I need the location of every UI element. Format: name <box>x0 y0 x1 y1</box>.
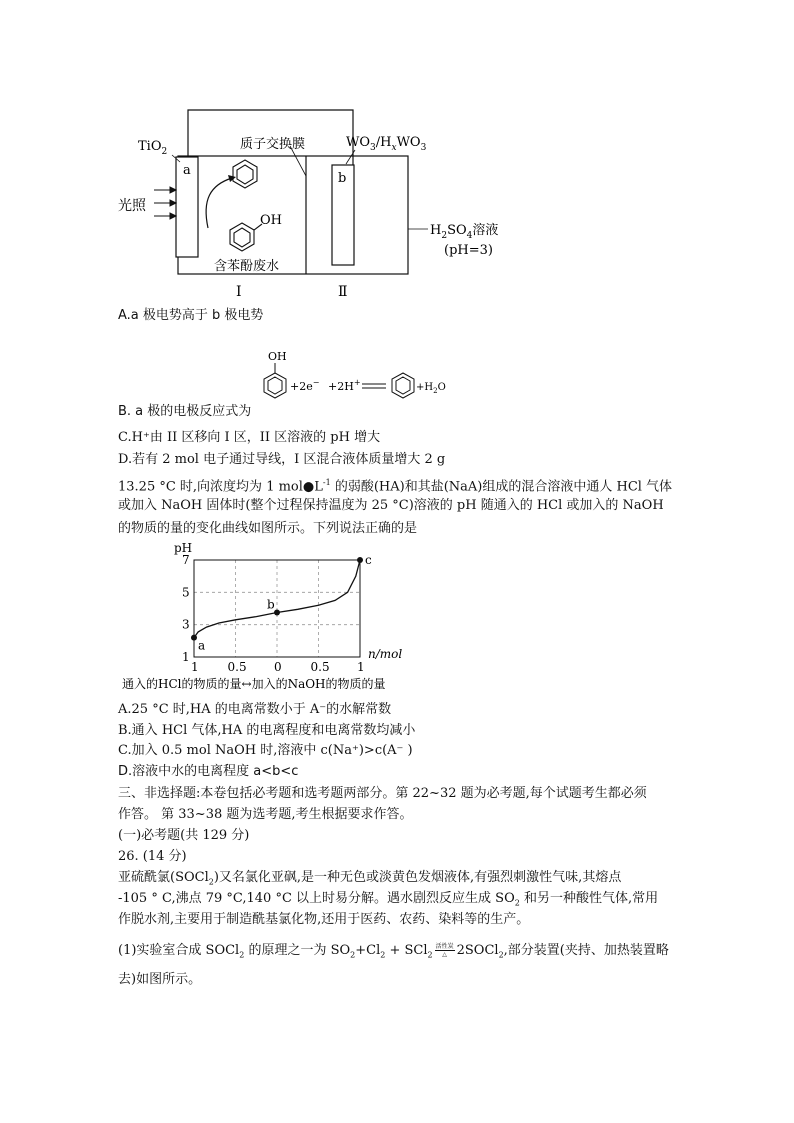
q26-para1-line-2: -105 ° C,沸点 79 °C,140 °C 以上时易分解。遇水剧烈反应生成 $SO_2$ 和另一种酸性气体,常用 <box>118 891 659 908</box>
point-label-c: c <box>365 553 372 567</box>
chart-grid <box>194 560 360 657</box>
chart-points <box>191 553 372 653</box>
membrane-label: 质子交换膜 <box>240 137 306 152</box>
y-tick-label: 5 <box>182 585 190 600</box>
q12-option-d: D.若有 2 mol 电子通过导线，I 区混合液体质量增大 2 g <box>118 452 446 467</box>
zone-2-label: Ⅱ <box>338 284 348 300</box>
eq-equal-sign <box>362 384 386 388</box>
q13-stem-line-1: 13.25 °C 时,向浓度均为 1 $mol●L^{-1}$ 的弱酸(HA)和其盐(NaA)组成的混合溶液中通人 HCl 气体 <box>118 478 673 495</box>
q13-stem-line-2: 或加入 NaOH 固体时(整个过程保持温度为 25 °C)溶液的 pH 随通入的 HCl 或加入的 NaOH <box>118 498 664 513</box>
waste-water-label: 含苯酚废水 <box>214 259 280 274</box>
q26-para2-line-1: (1)实验室合成 SOCl$_2$ 的原理之一为 $SO_2+Cl_2 + SCl_2$ $\frac{\text{活性炭}}{\triangle}$ 2SOCl$_2$,部分装置(夹持、加热装置略 <box>118 943 669 960</box>
wo3-hxwo3-label: $WO_3/H_xWO_3$ <box>346 135 427 153</box>
q26-para2-line-2: 去)如图所示。 <box>118 972 202 987</box>
point-label-a: a <box>198 638 206 653</box>
chart-caption: 通入的HCl的物质的量↔加入的NaOH的物质的量 <box>122 677 386 691</box>
phenol-structure <box>230 223 262 251</box>
q26-para1-line-1: 亚硫酰氯(SOCl$_2$)又名氯化亚砜,是一种无色或淡黄色发烟液体,有强烈刺激性气味,其熔点 <box>118 870 622 887</box>
point-a <box>191 635 197 641</box>
x-tick-label: 1 <box>191 660 199 674</box>
eq-benzene-ring <box>392 373 414 398</box>
chart-ylabel: pH <box>174 541 193 555</box>
y-tick-label: 1 <box>182 650 190 664</box>
q13-option-c: C.加入 0.5 mol NaOH 时,溶液中 c(Na⁺)>c(A⁻ ) <box>118 743 413 758</box>
section3-line-1: 三、非选择题:本卷包括必考题和选考题两部分。第 22~32 题为必考题,每个试题考生都必须 <box>118 786 647 801</box>
point-b <box>274 610 280 616</box>
point-c <box>357 557 363 563</box>
tio2-label: TiO$_2$ <box>138 139 168 157</box>
chart-y-tick-labels <box>182 553 190 664</box>
q13-option-a: A.25 °C 时,HA 的电离常数小于 A⁻的水解常数 <box>118 702 392 717</box>
reaction-arrowhead <box>228 175 236 182</box>
point-label-b: b <box>267 597 275 612</box>
reaction-arrow <box>206 178 232 228</box>
light-arrows <box>154 187 176 219</box>
x-tick-label: 1 <box>357 660 365 674</box>
section3-line-2: 作答。 第 33~38 题为选考题,考生根据要求作答。 <box>118 807 413 822</box>
light-label: 光照 <box>118 198 146 214</box>
reaction-condition: $\frac{\text{活性炭}}{\triangle}$ <box>435 943 454 958</box>
section3-line-4: 26. (14 分) <box>118 849 187 864</box>
electrolysis-cell-diagram <box>110 100 530 310</box>
q13-stem-line-3: 的物质的量的变化曲线如图所示。下列说法正确的是 <box>118 521 418 536</box>
chart-xlabel: n/mol <box>368 647 403 661</box>
q13-option-b: B.通入 HCl 气体,HA 的电离程度和电离常数均减小 <box>118 723 416 738</box>
q13-option-d: D.溶液中水的电离程度 a<b<c <box>118 764 299 779</box>
q26-para1-line-3: 作脱水剂,主要用于制造酰基氯化物,还用于医药、农药、染料等的生产。 <box>118 912 530 927</box>
y-tick-label: 3 <box>182 617 190 632</box>
wo3-leader <box>346 150 355 164</box>
ph-label: (pH=3) <box>444 243 493 258</box>
electrode-b-label: b <box>338 171 347 186</box>
electrode-a-label: a <box>183 163 191 178</box>
eq-water: $+H_2O$ <box>416 382 446 395</box>
phenol-oh-label: OH <box>260 213 282 228</box>
q12-option-c: C.H⁺由 II 区移向 I 区，II 区溶液的 pH 增大 <box>118 430 381 445</box>
section3-line-3: (一)必考题(共 129 分) <box>118 828 250 843</box>
tank <box>178 156 408 274</box>
eq-protons: +2H+ <box>328 378 361 393</box>
chart-x-tick-labels <box>191 660 365 674</box>
q12-option-b: B. a 极的电极反应式为 <box>118 404 252 419</box>
h2so4-label: $H_2SO_4$溶液 <box>430 223 499 241</box>
q12-option-a: A.a 极电势高于 b 极电势 <box>118 308 264 323</box>
x-tick-label: 0.5 <box>310 660 330 674</box>
y-tick-label: 7 <box>182 553 190 567</box>
eq-electrons: +2e− <box>290 378 320 393</box>
x-tick-label: 0 <box>274 660 282 674</box>
x-tick-label: 0.5 <box>227 660 247 674</box>
benzene-structure <box>233 160 257 188</box>
q12-option-b-equation <box>256 346 476 414</box>
eq-phenol-oh: OH <box>268 350 287 363</box>
ph-titration-chart <box>118 538 458 694</box>
eq-phenol-ring <box>264 373 286 398</box>
zone-1-label: Ⅰ <box>236 284 242 300</box>
